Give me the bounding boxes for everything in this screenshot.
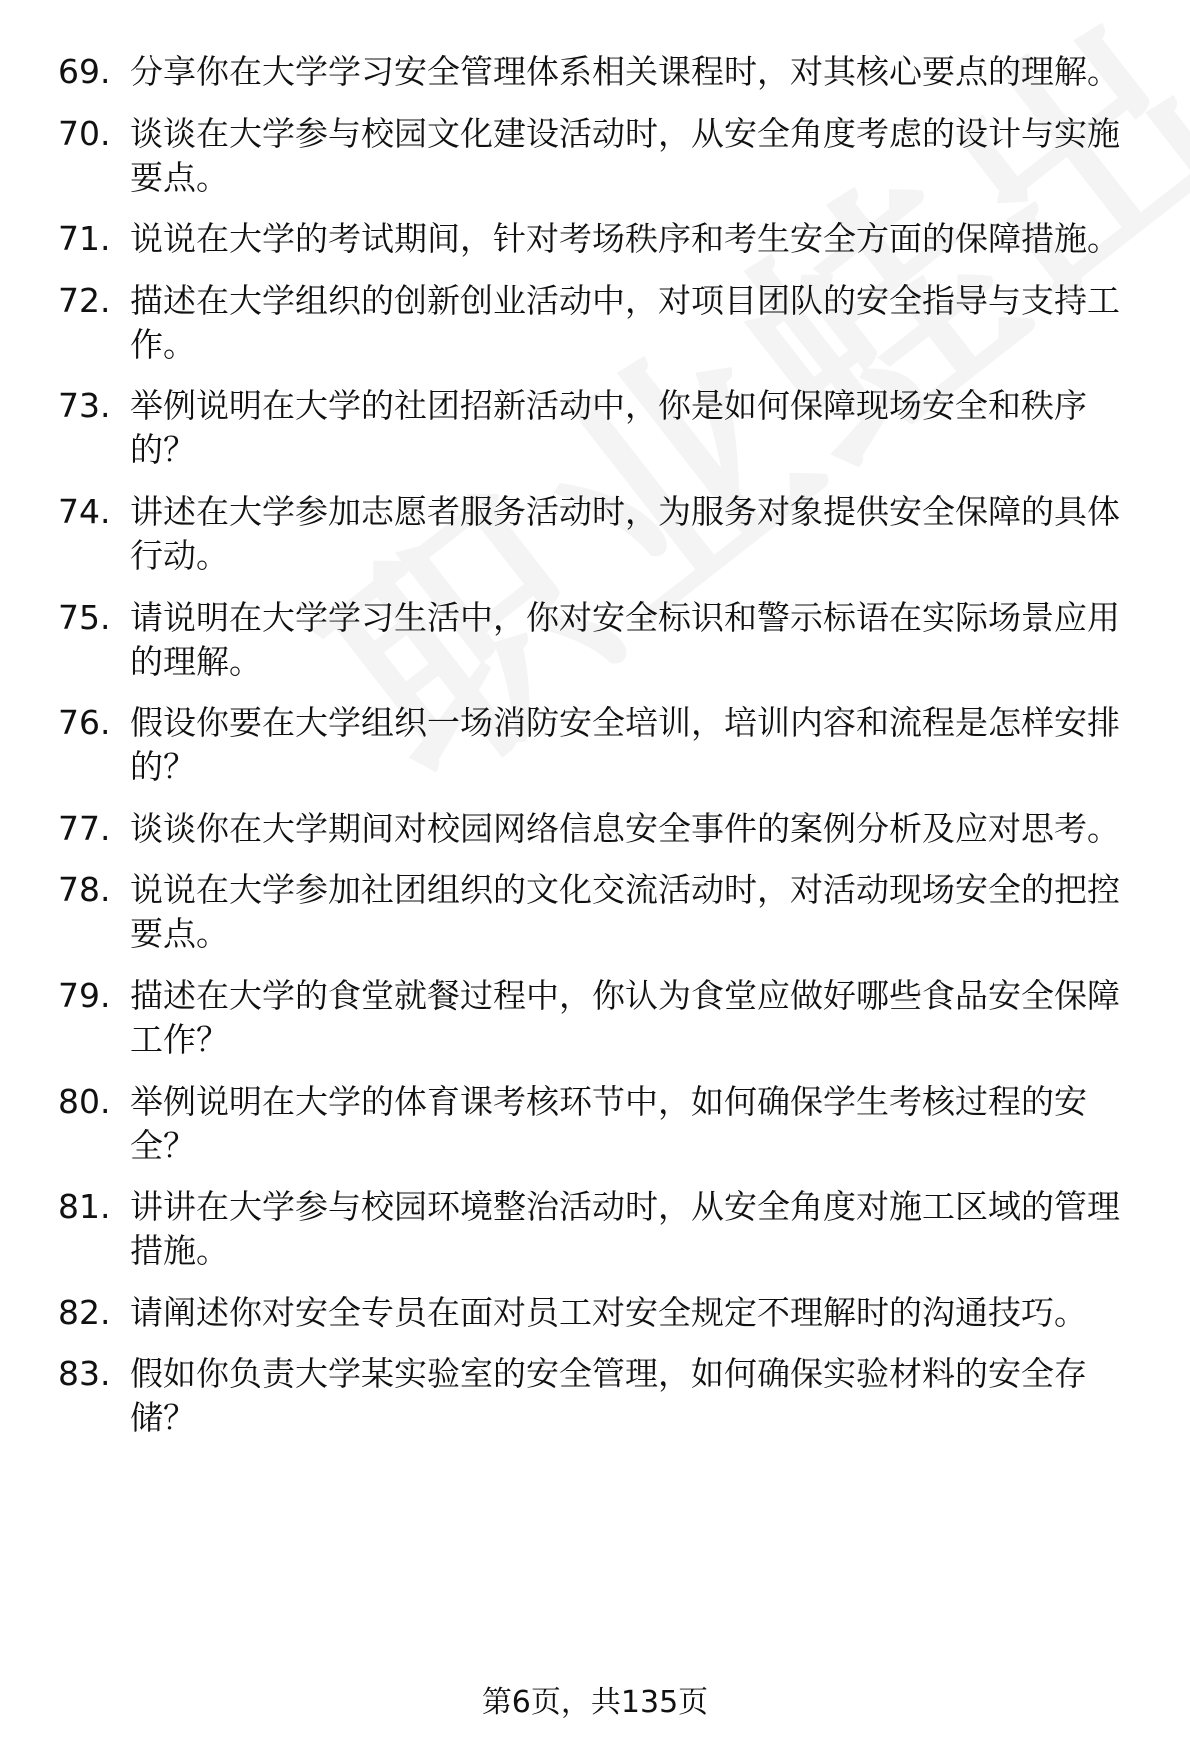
- list-item: [58, 217, 1148, 261]
- question-list: [58, 50, 1148, 1458]
- question-text: 描述在大学组织的创新创业活动中，对项目团队的安全指导与支持工作。: [130, 280, 1120, 364]
- list-item: [58, 1352, 1148, 1440]
- list-item: [58, 701, 1148, 789]
- question-text: 说说在大学参加社团组织的文化交流活动时，对活动现场安全的把控要点。: [130, 870, 1120, 954]
- list-item: [58, 807, 1148, 851]
- question-number: 74.: [58, 491, 111, 531]
- question-text: 分享你在大学学习安全管理体系相关课程时，对其核心要点的理解。: [130, 52, 1120, 91]
- question-number: 83.: [58, 1354, 111, 1394]
- list-item: [58, 1291, 1148, 1335]
- question-text: 说说在大学的考试期间，针对考场秩序和考生安全方面的保障措施。: [130, 219, 1120, 259]
- question-number: 69.: [58, 52, 111, 91]
- question-number: 70.: [58, 113, 111, 153]
- question-text: 假设你要在大学组织一场消防安全培训，培训内容和流程是怎样安排的？: [130, 703, 1120, 787]
- list-item: [58, 1080, 1148, 1168]
- question-number: 76.: [58, 703, 111, 743]
- list-item: [58, 868, 1148, 956]
- list-item: [58, 974, 1148, 1062]
- question-number: 78.: [58, 870, 111, 910]
- question-number: 72.: [58, 280, 111, 320]
- question-number: 79.: [58, 975, 111, 1015]
- list-item: [58, 50, 1148, 94]
- list-item: [58, 384, 1148, 472]
- question-number: 77.: [58, 808, 111, 848]
- question-text: 讲讲在大学参与校园环境整治活动时，从安全角度对施工区域的管理措施。: [130, 1187, 1120, 1271]
- question-text: 请阐述你对安全专员在面对员工对安全规定不理解时的沟通技巧。: [130, 1292, 1087, 1332]
- question-text: 假如你负责大学某实验室的安全管理，如何确保实验材料的安全存储？: [130, 1354, 1087, 1438]
- question-number: 82.: [58, 1292, 111, 1332]
- question-number: 71.: [58, 219, 111, 259]
- page-footer: [0, 1683, 1190, 1723]
- list-item: [58, 112, 1148, 200]
- list-item: [58, 1185, 1148, 1273]
- question-text: 讲述在大学参加志愿者服务活动时，为服务对象提供安全保障的具体行动。: [130, 491, 1120, 575]
- question-number: 75.: [58, 597, 111, 637]
- question-text: 谈谈你在大学期间对校园网络信息安全事件的案例分析及应对思考。: [130, 808, 1120, 848]
- list-item: [58, 279, 1148, 367]
- question-number: 80.: [58, 1081, 111, 1121]
- question-text: 描述在大学的食堂就餐过程中，你认为食堂应做好哪些食品安全保障工作？: [130, 975, 1120, 1059]
- question-number: 81.: [58, 1187, 111, 1227]
- question-text: 举例说明在大学的体育课考核环节中，如何确保学生考核过程的安全？: [130, 1081, 1087, 1165]
- question-text: 请说明在大学学习生活中，你对安全标识和警示标语在实际场景应用的理解。: [130, 597, 1120, 681]
- list-item: [58, 490, 1148, 578]
- page-number-label: 第6页，共135页: [481, 1685, 709, 1720]
- list-item: [58, 596, 1148, 684]
- question-number: 73.: [58, 386, 111, 426]
- question-text: 举例说明在大学的社团招新活动中，你是如何保障现场安全和秩序的？: [130, 386, 1087, 470]
- question-text: 谈谈在大学参与校园文化建设活动时，从安全角度考虑的设计与实施要点。: [130, 113, 1120, 197]
